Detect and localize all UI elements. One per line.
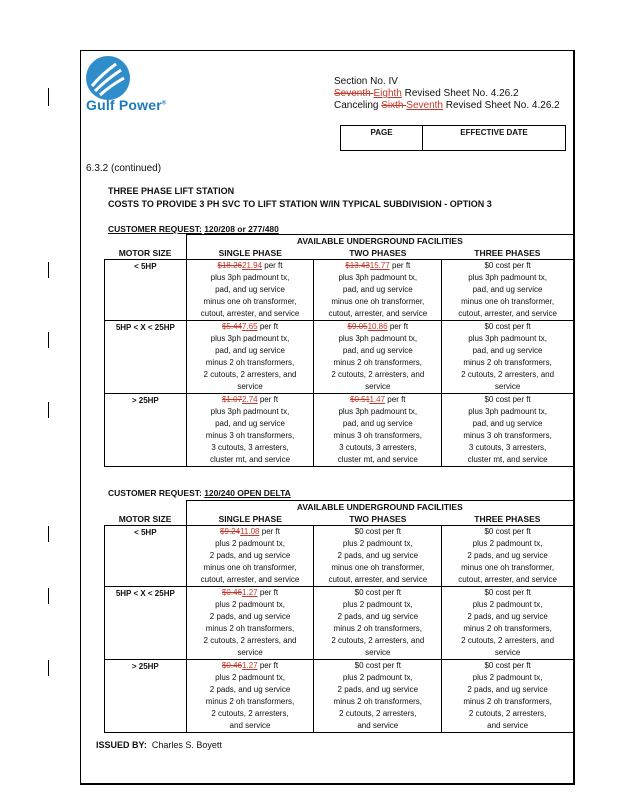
detail-line: minus one oh transformer, [331, 563, 425, 572]
detail-line: plus 3ph padmount tx, [468, 407, 547, 416]
motor-size-cell: 5HP < X < 25HP [105, 321, 187, 394]
cost-table-2 [104, 500, 574, 733]
table-header-row [105, 235, 574, 248]
detail-line: 3 cutouts, 3 arresters, [339, 443, 417, 452]
column-header-row [105, 247, 574, 260]
column-header: THREE PHASES [442, 247, 574, 260]
cost-line [187, 394, 314, 406]
revision-bar [48, 262, 49, 278]
detail-line: service [237, 648, 263, 657]
detail-line: pad, and ug service [472, 419, 543, 428]
cost-cell [442, 526, 574, 587]
detail-line: 3 cutouts, 3 arresters, [468, 443, 547, 452]
table-row [105, 660, 574, 733]
revision-bar [48, 332, 49, 348]
cost-table-1 [104, 234, 574, 467]
effective-date-label: EFFECTIVE DATE [460, 128, 528, 137]
cost-line [314, 321, 441, 333]
title-line-1: THREE PHASE LIFT STATION [108, 186, 235, 196]
motor-size-cell: 5HP < X < 25HP [105, 587, 187, 660]
motor-size-cell: < 5HP [105, 526, 187, 587]
rate-unit: per ft [257, 661, 279, 670]
detail-line: plus 2 padmount tx, [342, 673, 413, 682]
cost-line: $0 cost per ft [484, 261, 531, 270]
rate-unit: per ft [257, 395, 279, 404]
detail-line: minus 2 oh transformers, [463, 697, 552, 706]
cost-cell [186, 394, 314, 467]
blank-cell [105, 501, 187, 514]
cost-line [187, 660, 314, 672]
detail-line: plus 2 padmount tx, [472, 600, 543, 609]
deleted-rate: $18.26 [217, 261, 242, 270]
cost-line: $0 cost per ft [354, 588, 401, 597]
detail-line: service [365, 382, 391, 391]
revised-rest: Revised Sheet No. 4.26.2 [401, 88, 519, 99]
issued-by-label: ISSUED BY: [96, 740, 147, 750]
detail-line: pad, and ug service [215, 346, 285, 355]
company-name: Gulf Power® [86, 97, 167, 113]
revision-bar [48, 588, 49, 604]
detail-line: and service [229, 721, 271, 730]
detail-line: plus 3ph padmount tx, [210, 273, 290, 282]
detail-line: 2 pads, and ug service [467, 612, 548, 621]
detail-line: pad, and ug service [472, 285, 543, 294]
deleted-rate: $5.44 [221, 322, 243, 331]
canceling-sheet [334, 100, 560, 112]
inserted-text: Eighth [373, 88, 402, 99]
detail-line: minus one oh transformer, [331, 297, 425, 306]
detail-line: cutout, arrester, and service [200, 309, 300, 318]
detail-line: 2 pads, and ug service [209, 612, 291, 621]
detail-line: cluster mt, and service [210, 455, 291, 464]
detail-line: and service [487, 721, 529, 730]
section-title: 6.3.2 (continued) [86, 163, 162, 174]
detail-line: 2 pads, and ug service [209, 551, 291, 560]
rate-unit: per ft [385, 395, 406, 404]
motor-size-header: MOTOR SIZE [118, 514, 172, 524]
detail-line: plus 2 padmount tx, [215, 539, 285, 548]
table-row [105, 587, 574, 660]
section-number: Section No. IV [334, 76, 398, 87]
cost-line [314, 394, 441, 406]
detail-line: pad, and ug service [342, 419, 413, 428]
page-effective-box [340, 125, 566, 151]
detail-line: minus one oh transformer, [203, 297, 297, 306]
detail-line: minus 3 oh transformers, [333, 431, 423, 440]
deleted-rate: $9.24 [220, 527, 241, 536]
detail-line: pad, and ug service [472, 346, 543, 355]
detail-line: plus 2 padmount tx, [342, 539, 413, 548]
rate-unit: per ft [259, 527, 280, 536]
customer-request-2 [108, 488, 291, 498]
detail-line: cutout, arrester, and service [458, 309, 557, 318]
deleted-rate: $0.46 [221, 661, 243, 670]
request-value: 120/240 OPEN DELTA [204, 488, 291, 498]
rate-unit: per ft [257, 322, 279, 331]
rate-unit: per ft [387, 322, 409, 331]
detail-line: cutout, arrester, and service [328, 575, 428, 584]
detail-line: plus 3ph padmount tx, [468, 334, 547, 343]
inserted-text: Seventh [406, 100, 443, 111]
detail-line: 2 pads, and ug service [467, 685, 548, 694]
new-rate: 7.65 [242, 322, 258, 331]
new-rate: 15.77 [369, 261, 390, 270]
cost-cell [314, 394, 442, 467]
detail-line: 2 cutouts, 2 arresters, [339, 709, 417, 718]
detail-line: cluster mt, and service [337, 455, 418, 464]
column-header: SINGLE PHASE [186, 247, 314, 260]
detail-line: cutout, arrester, and service [200, 575, 300, 584]
detail-line: cutout, arrester, and service [328, 309, 428, 318]
detail-line: plus 2 padmount tx, [215, 600, 285, 609]
detail-line: minus 2 oh transformers, [333, 624, 423, 633]
column-header: THREE PHASES [442, 513, 574, 526]
revised-sheet [334, 88, 519, 100]
detail-line: minus one oh transformer, [461, 297, 555, 306]
customer-request-1 [108, 224, 279, 234]
detail-line: 2 pads, and ug service [337, 551, 419, 560]
detail-line: pad, and ug service [342, 346, 413, 355]
deleted-rate: $1.07 [221, 395, 243, 404]
detail-line: cluster mt, and service [467, 455, 548, 464]
cost-cell [442, 587, 574, 660]
detail-line: plus 2 padmount tx, [472, 673, 543, 682]
cost-line: $0 cost per ft [484, 661, 531, 670]
table-header-row [105, 501, 574, 514]
detail-line: 3 cutouts, 3 arresters, [211, 443, 289, 452]
revision-bar [48, 660, 49, 676]
new-rate: 1.47 [369, 395, 386, 404]
detail-line: pad, and ug service [215, 419, 285, 428]
cost-cell [186, 526, 314, 587]
cost-cell [186, 260, 314, 321]
detail-line: minus 3 oh transformers, [205, 431, 295, 440]
canceling-rest: Revised Sheet No. 4.26.2 [442, 100, 560, 111]
cost-line: $0 cost per ft [484, 527, 531, 536]
motor-size-cell: > 25HP [105, 394, 187, 467]
cost-cell [442, 394, 574, 467]
deleted-rate: $9.05 [347, 322, 368, 331]
deleted-rate: $0.51 [350, 395, 370, 404]
detail-line: minus one oh transformer, [461, 563, 555, 572]
detail-line: minus 2 oh transformers, [333, 358, 423, 367]
gulf-power-logo-icon [86, 56, 130, 100]
detail-line: 2 cutouts, 2 arresters, and [331, 636, 425, 645]
cost-line [187, 260, 314, 272]
issued-by [96, 740, 222, 750]
new-rate: 21.94 [242, 261, 263, 270]
motor-size-cell: < 5HP [105, 260, 187, 321]
title-line-2: COSTS TO PROVIDE 3 PH SVC TO LIFT STATION W/IN TYPICAL SUBDIVISION - OPTION 3 [108, 199, 492, 209]
detail-line: service [237, 382, 263, 391]
detail-line: cutout, arrester, and service [458, 575, 557, 584]
detail-line: minus 2 oh transformers, [333, 697, 423, 706]
table-row [105, 321, 574, 394]
available-facilities-header: AVAILABLE UNDERGROUND FACILITIES [186, 501, 573, 514]
available-facilities-header: AVAILABLE UNDERGROUND FACILITIES [186, 235, 573, 248]
detail-line: minus 3 oh transformers, [463, 431, 552, 440]
column-header: TWO PHASES [349, 248, 407, 258]
cost-line [187, 526, 314, 538]
detail-line: plus 3ph padmount tx, [210, 334, 290, 343]
detail-line: 2 cutouts, 2 arresters, and [461, 370, 555, 379]
detail-line: plus 3ph padmount tx, [468, 273, 547, 282]
detail-line: 2 pads, and ug service [337, 612, 419, 621]
detail-line: minus one oh transformer, [203, 563, 297, 572]
deleted-text: Sixth [381, 100, 407, 111]
column-header: TWO PHASES [349, 514, 407, 524]
cost-line [314, 260, 441, 272]
detail-line: 2 cutouts, 2 arresters, and [203, 370, 297, 379]
detail-line: service [365, 648, 391, 657]
detail-line: and service [357, 721, 399, 730]
detail-line: plus 3ph padmount tx, [338, 407, 418, 416]
revision-bar [48, 88, 49, 106]
cost-line: $0 cost per ft [484, 322, 531, 331]
cost-cell [314, 660, 442, 733]
revision-bar [48, 402, 49, 418]
cost-cell [314, 526, 442, 587]
cost-line: $0 cost per ft [484, 395, 531, 404]
detail-line: pad, and ug service [215, 285, 285, 294]
detail-line: plus 2 padmount tx, [472, 539, 543, 548]
column-header: SINGLE PHASE [186, 513, 314, 526]
issued-by-name: Charles S. Boyett [151, 740, 222, 750]
new-rate: 10.86 [367, 322, 388, 331]
detail-line: plus 3ph padmount tx, [210, 407, 290, 416]
cost-line [187, 321, 314, 333]
request-prefix: CUSTOMER REQUEST: [108, 488, 202, 498]
cost-cell [442, 260, 574, 321]
cost-line: $0 cost per ft [354, 661, 401, 670]
cost-cell [314, 587, 442, 660]
motor-size-header: MOTOR SIZE [118, 248, 172, 258]
new-rate: 11.08 [240, 527, 260, 536]
canceling-prefix: Canceling [334, 100, 382, 111]
detail-line: plus 3ph padmount tx, [338, 273, 418, 282]
column-header-row [105, 513, 574, 526]
detail-line: 2 cutouts, 2 arresters, and [331, 370, 425, 379]
revision-bar [48, 526, 49, 542]
rate-unit: per ft [262, 261, 283, 270]
cost-cell [186, 587, 314, 660]
rate-unit: per ft [389, 261, 411, 270]
deleted-rate: $13.43 [345, 261, 370, 270]
table-row [105, 260, 574, 321]
detail-line: service [494, 648, 521, 657]
new-rate: 2.74 [242, 395, 258, 404]
table-row [105, 526, 574, 587]
detail-line: plus 2 padmount tx, [215, 673, 285, 682]
cost-line: $0 cost per ft [484, 588, 531, 597]
detail-line: plus 2 padmount tx, [342, 600, 413, 609]
table-row [105, 394, 574, 467]
detail-line: minus 2 oh transformers, [205, 624, 295, 633]
cost-cell [186, 660, 314, 733]
rate-unit: per ft [257, 588, 279, 597]
detail-line: service [494, 382, 521, 391]
detail-line: minus 2 oh transformers, [463, 624, 552, 633]
detail-line: 2 pads, and ug service [209, 685, 291, 694]
new-rate: 1.27 [242, 588, 258, 597]
new-rate: 1.27 [242, 661, 258, 670]
detail-line: plus 3ph padmount tx, [338, 334, 418, 343]
cost-cell [186, 321, 314, 394]
detail-line: minus 2 oh transformers, [205, 697, 295, 706]
detail-line: 2 pads, and ug service [337, 685, 419, 694]
detail-line: 2 cutouts, 2 arresters, [468, 709, 547, 718]
motor-size-cell: > 25HP [105, 660, 187, 733]
cost-line [187, 587, 314, 599]
request-prefix: CUSTOMER REQUEST: [108, 224, 202, 234]
detail-line: 2 cutouts, 2 arresters, [211, 709, 289, 718]
cost-line: $0 cost per ft [354, 527, 401, 536]
deleted-text: Seventh [334, 88, 374, 99]
deleted-rate: $0.46 [221, 588, 243, 597]
detail-line: 2 cutouts, 2 arresters, and [203, 636, 297, 645]
detail-line: 2 cutouts, 2 arresters, and [461, 636, 555, 645]
detail-line: 2 pads, and ug service [467, 551, 548, 560]
cost-cell [442, 321, 574, 394]
request-value: 120/208 or 277/480 [204, 224, 279, 234]
cost-cell [314, 321, 442, 394]
cost-cell [442, 660, 574, 733]
detail-line: minus 2 oh transformers, [205, 358, 295, 367]
cost-cell [314, 260, 442, 321]
page-label: PAGE [341, 126, 423, 150]
detail-line: pad, and ug service [342, 285, 413, 294]
detail-line: minus 2 oh transformers, [463, 358, 552, 367]
blank-cell [105, 235, 187, 248]
